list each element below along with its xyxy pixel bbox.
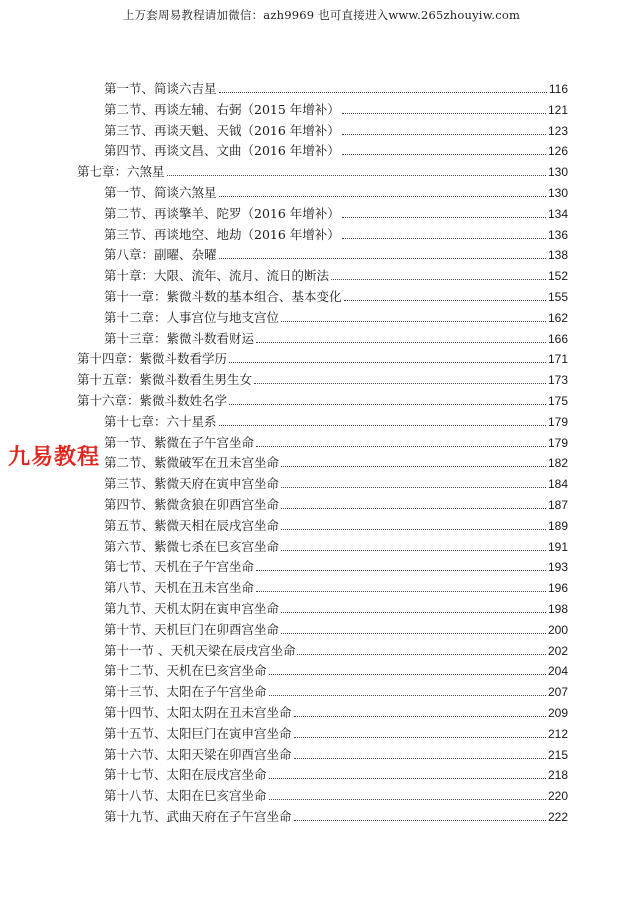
dot-leader	[342, 133, 546, 135]
dot-leader	[342, 237, 546, 239]
toc-entry-page: 209	[547, 706, 568, 720]
toc-section-entry[interactable]	[104, 223, 568, 243]
toc-entry-title: 第十四章：紫微斗数看学历	[77, 351, 228, 367]
toc-entry-page: 130	[547, 186, 568, 200]
toc-chapter-entry[interactable]	[77, 368, 568, 388]
toc-entry-page: 173	[547, 373, 568, 388]
toc-entry-title: 第十六章：紫微斗数姓名学	[77, 393, 228, 408]
toc-entry-page: 200	[547, 622, 568, 637]
toc-chapter-entry[interactable]	[77, 389, 568, 409]
dot-leader	[281, 549, 546, 551]
toc-entry-title: 第九节、天机太阴在寅申宫坐命	[104, 601, 280, 616]
toc-entry-page: 220	[547, 789, 568, 804]
toc-section-entry[interactable]	[104, 618, 568, 638]
toc-entry-page: 182	[547, 456, 568, 471]
toc-entry-page: 202	[547, 643, 568, 658]
toc-entry-page: 187	[547, 498, 568, 512]
toc-section-entry[interactable]	[104, 763, 568, 783]
toc-entry-page: 136	[547, 227, 568, 242]
toc-entry-page: 162	[547, 310, 568, 325]
toc-section-entry[interactable]	[104, 119, 568, 139]
toc-section-entry[interactable]	[104, 431, 568, 451]
toc-entry-title: 第十二章：人事宫位与地支宫位	[104, 309, 280, 325]
toc-entry-page: 134	[547, 206, 568, 221]
toc-section-entry[interactable]	[104, 784, 568, 804]
toc-section-entry[interactable]	[104, 472, 568, 492]
dot-leader	[229, 403, 546, 405]
toc-entry-title: 第十五节、太阳巨门在寅申宫坐命	[104, 725, 292, 741]
toc-entry-title: 第十七章：六十星系	[104, 413, 217, 429]
dot-leader	[281, 320, 546, 322]
dot-leader	[294, 715, 546, 717]
toc-entry-title: 第十七节、太阳在辰戌宫坐命	[104, 767, 267, 783]
toc-entry-title: 第十四节、太阳太阴在丑未宫坐命	[104, 705, 292, 720]
page-header: 上万套周易教程请加微信：azh9969 也可直接进入www.265zhouyiw.com	[122, 8, 521, 22]
toc-section-entry[interactable]	[104, 181, 568, 201]
toc-section-entry[interactable]	[104, 243, 568, 263]
toc-section-entry[interactable]	[104, 285, 568, 305]
dot-leader	[281, 507, 546, 509]
dot-leader	[269, 777, 546, 779]
dot-leader	[281, 486, 546, 488]
toc-section-entry[interactable]	[104, 493, 568, 513]
toc-entry-page: 179	[547, 414, 568, 429]
toc-entry-title: 第六节、紫微七杀在巳亥宫坐命	[104, 538, 280, 554]
toc-entry-page: 218	[547, 768, 568, 783]
toc-entry-title: 第二节、再谈左辅、右弼（2015 年增补）	[104, 101, 340, 117]
dot-leader	[219, 257, 546, 259]
toc-section-entry[interactable]	[104, 722, 568, 742]
dot-leader	[256, 445, 546, 447]
toc-entry-page: 222	[547, 810, 568, 824]
toc-section-entry[interactable]	[104, 680, 568, 700]
dot-leader	[219, 424, 546, 426]
toc-chapter-entry[interactable]	[77, 347, 568, 367]
toc-entry-title: 第十六节、太阳天梁在卯酉宫坐命	[104, 746, 292, 762]
toc-entry-title: 第十一节 、天机天梁在辰戌宫坐命	[104, 642, 296, 658]
toc-section-entry[interactable]	[104, 639, 568, 659]
toc-entry-title: 第三节、紫微天府在寅申宫坐命	[104, 476, 280, 492]
dot-leader	[269, 673, 546, 675]
dot-leader	[254, 382, 546, 384]
toc-section-entry[interactable]	[104, 805, 568, 825]
toc-section-entry[interactable]	[104, 555, 568, 575]
toc-entry-page: 166	[547, 331, 568, 346]
toc-chapter-entry[interactable]	[77, 160, 568, 180]
toc-entry-title: 第十章：大限、流年、流月、流日的断法	[104, 268, 330, 284]
dot-leader	[342, 112, 546, 114]
dot-leader	[294, 736, 546, 738]
dot-leader	[256, 590, 546, 592]
toc-entry-page: 212	[547, 726, 568, 741]
toc-section-entry[interactable]	[104, 597, 568, 617]
toc-section-entry[interactable]	[104, 139, 568, 159]
dot-leader	[294, 819, 546, 821]
toc-section-entry[interactable]	[104, 77, 568, 97]
toc-section-entry[interactable]	[104, 327, 568, 347]
dot-leader	[281, 632, 546, 634]
toc-section-entry[interactable]	[104, 264, 568, 284]
dot-leader	[219, 195, 546, 197]
toc-entry-title: 第二节、再谈擎羊、陀罗（2016 年增补）	[104, 205, 340, 221]
toc-entry-title: 第一节、简谈六吉星	[104, 81, 217, 96]
toc-entry-title: 第八章：副曜、杂曜	[104, 247, 217, 263]
toc-entry-title: 第十三章：紫微斗数看财运	[104, 330, 255, 346]
toc-entry-title: 第七章：六煞星	[77, 164, 165, 180]
toc-entry-title: 第一节、简谈六煞星	[104, 185, 217, 200]
dot-leader	[342, 153, 546, 155]
toc-entry-page: 179	[547, 435, 568, 450]
toc-entry-page: 155	[547, 290, 568, 304]
dot-leader	[167, 174, 546, 176]
toc-entry-title: 第五节、紫微天相在辰戌宫坐命	[104, 517, 280, 533]
dot-leader	[294, 757, 546, 759]
toc-entry-page: 193	[547, 560, 568, 575]
toc-entry-page: 152	[547, 269, 568, 284]
toc-entry-title: 第四节、再谈文昌、文曲（2016 年增补）	[104, 143, 340, 159]
dot-leader	[269, 798, 546, 800]
toc-entry-page: 121	[547, 102, 568, 117]
dot-leader	[229, 361, 546, 363]
toc-section-entry[interactable]	[104, 451, 568, 471]
dot-leader	[281, 465, 546, 467]
toc-section-entry[interactable]	[104, 410, 568, 430]
toc-entry-title: 第十五章：紫微斗数看生男生女	[77, 372, 253, 388]
toc-entry-title: 第七节、天机在子午宫坐命	[104, 559, 255, 575]
toc-section-entry[interactable]	[104, 535, 568, 555]
toc-entry-page: 138	[547, 248, 568, 263]
toc-entry-page: 196	[547, 581, 568, 596]
toc-entry-page: 116	[548, 82, 568, 96]
toc-entry-page: 207	[547, 685, 568, 700]
toc-entry-title: 第十三节、太阳在子午宫坐命	[104, 684, 267, 700]
toc-entry-title: 第八节、天机在丑未宫坐命	[104, 580, 255, 596]
toc-entry-title: 第十九节、武曲天府在子午宫坐命	[104, 809, 292, 824]
toc-section-entry[interactable]	[104, 98, 568, 118]
toc-entry-page: 126	[547, 144, 568, 159]
toc-entry-title: 第十节、天机巨门在卯酉宫坐命	[104, 621, 280, 637]
toc-entry-title: 第十八节、太阳在巳亥宫坐命	[104, 788, 267, 804]
toc-entry-page: 123	[547, 123, 568, 138]
dot-leader	[281, 528, 546, 530]
dot-leader	[256, 341, 546, 343]
toc-entry-page: 171	[547, 352, 568, 367]
toc-section-entry[interactable]	[104, 743, 568, 763]
toc-entry-page: 191	[547, 539, 568, 554]
dot-leader	[331, 278, 546, 280]
dot-leader	[297, 653, 545, 655]
toc-entry-page: 184	[547, 477, 568, 492]
toc-entry-title: 第三节、再谈天魁、天钺（2016 年增补）	[104, 122, 340, 138]
toc-entry-page: 189	[547, 518, 568, 533]
toc-section-entry[interactable]	[104, 202, 568, 222]
toc-entry-title: 第一节、紫微在子午宫坐命	[104, 434, 255, 450]
toc-entry-title: 第三节、再谈地空、地劫（2016 年增补）	[104, 226, 340, 242]
toc-entry-page: 130	[547, 165, 568, 180]
toc-section-entry[interactable]	[104, 514, 568, 534]
toc-entry-title: 第二节、紫微破军在丑未宫坐命	[104, 455, 280, 471]
dot-leader	[281, 611, 546, 613]
toc-section-entry[interactable]	[104, 659, 568, 679]
toc-entry-title: 第四节、紫微贪狼在卯酉宫坐命	[104, 497, 280, 512]
dot-leader	[269, 694, 546, 696]
toc-entry-title: 第十一章：紫微斗数的基本组合、基本变化	[104, 289, 342, 304]
dot-leader	[344, 299, 546, 301]
toc-entry-page: 175	[547, 394, 568, 408]
toc-section-entry[interactable]	[104, 576, 568, 596]
dot-leader	[219, 91, 547, 93]
toc-entry-page: 215	[547, 747, 568, 762]
toc-section-entry[interactable]	[104, 306, 568, 326]
toc-entry-page: 198	[547, 602, 568, 616]
toc-entry-title: 第十二节、天机在巳亥宫坐命	[104, 663, 267, 679]
toc-entry-page: 204	[547, 664, 568, 679]
dot-leader	[342, 216, 546, 218]
watermark-logo: 九易教程	[8, 445, 101, 470]
dot-leader	[256, 569, 546, 571]
toc-section-entry[interactable]	[104, 701, 568, 721]
